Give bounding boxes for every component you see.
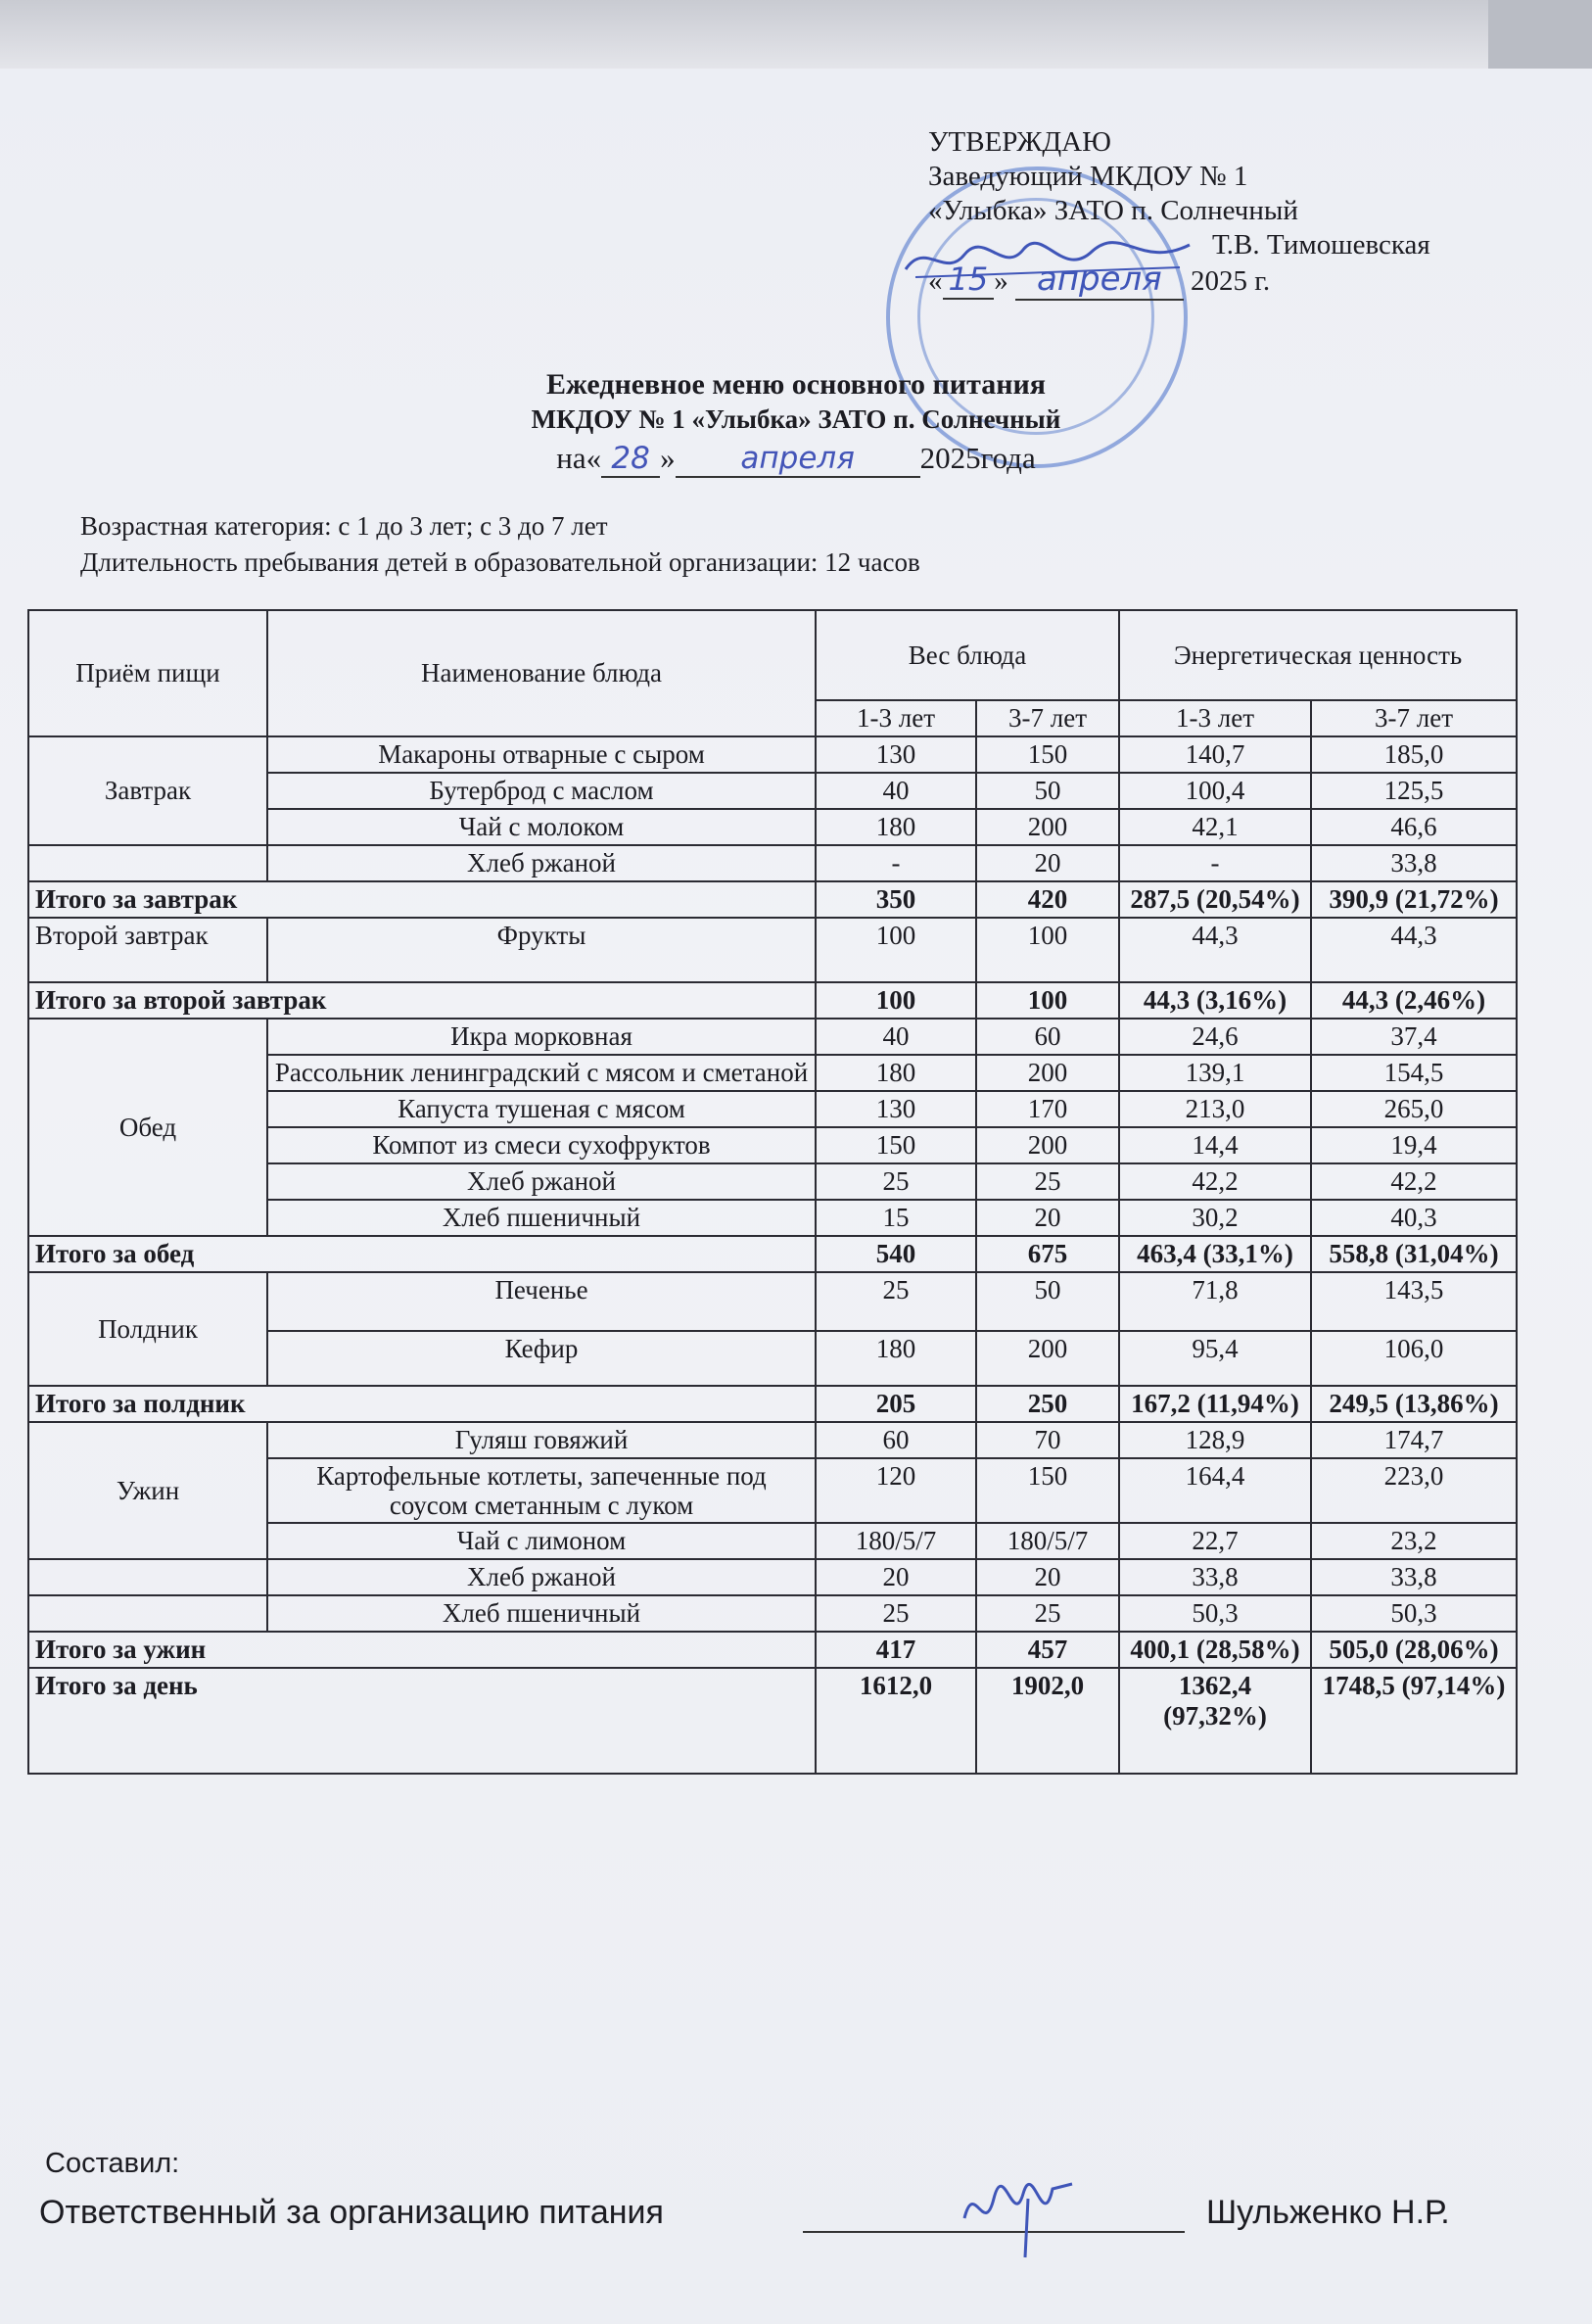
energy-3-7: 40,3: [1311, 1200, 1517, 1236]
dish-name: Хлеб ржаной: [267, 1559, 816, 1595]
total-weight-3-7: 457: [976, 1632, 1119, 1668]
total-weight-1-3: 417: [816, 1632, 976, 1668]
dish-name: Хлеб пшеничный: [267, 1595, 816, 1632]
energy-1-3: 164,4: [1119, 1458, 1311, 1523]
meal-dinner: Ужин: [28, 1422, 267, 1559]
dish-name: Капуста тушеная с мясом: [267, 1091, 816, 1127]
total-weight-3-7: 1902,0: [976, 1668, 1119, 1774]
menu-table: [27, 609, 1518, 1775]
responsible-name: Шульженко Н.Р.: [1206, 2194, 1450, 2231]
energy-1-3: 139,1: [1119, 1055, 1311, 1091]
energy-1-3: 24,6: [1119, 1019, 1311, 1055]
total-row-dinner: [28, 1632, 1517, 1668]
energy-3-7: 33,8: [1311, 845, 1517, 881]
menu-date: на« 28 » апреля 2025года: [556, 441, 1036, 476]
weight-3-7: 100: [976, 918, 1119, 982]
weight-1-3: 25: [816, 1272, 976, 1331]
organization-name: МКДОУ № 1 «Улыбка» ЗАТО п. Солнечный: [531, 404, 1061, 434]
weight-3-7: 50: [976, 773, 1119, 809]
weight-1-3: 180/5/7: [816, 1523, 976, 1559]
energy-1-3: 42,1: [1119, 809, 1311, 845]
document-title: Ежедневное меню основного питания: [545, 368, 1046, 401]
energy-1-3: -: [1119, 845, 1311, 881]
weight-3-7: 20: [976, 845, 1119, 881]
energy-1-3: 140,7: [1119, 736, 1311, 773]
weight-3-7: 150: [976, 1458, 1119, 1523]
energy-1-3: 95,4: [1119, 1331, 1311, 1386]
energy-3-7: 174,7: [1311, 1422, 1517, 1458]
weight-3-7: 200: [976, 809, 1119, 845]
dish-name: Хлеб ржаной: [267, 1163, 816, 1200]
approval-organization: «Улыбка» ЗАТО п. Солнечный: [928, 195, 1298, 226]
total-weight-3-7: 675: [976, 1236, 1119, 1272]
total-energy-3-7: 558,8 (31,04%): [1311, 1236, 1517, 1272]
energy-1-3: 30,2: [1119, 1200, 1311, 1236]
total-energy-1-3: 1362,4 (97,32%): [1119, 1668, 1311, 1774]
dish-name: Рассольник ленинградский с мясом и сметаной: [267, 1055, 816, 1091]
total-energy-3-7: 505,0 (28,06%): [1311, 1632, 1517, 1668]
header-energy: Энергетическая ценность: [1119, 610, 1517, 700]
weight-1-3: 130: [816, 1091, 976, 1127]
total-energy-3-7: 390,9 (21,72%): [1311, 881, 1517, 918]
stay-duration: Длительность пребывания детей в образовательной организации: 12 часов: [80, 547, 920, 577]
dish-name: Бутерброд с маслом: [267, 773, 816, 809]
energy-3-7: 143,5: [1311, 1272, 1517, 1331]
total-label: Итого за второй завтрак: [28, 982, 816, 1019]
total-row-snack: [28, 1386, 1517, 1422]
dish-name: Компот из смеси сухофруктов: [267, 1127, 816, 1163]
total-row-second-breakfast: [28, 982, 1517, 1019]
energy-3-7: 265,0: [1311, 1091, 1517, 1127]
energy-3-7: 37,4: [1311, 1019, 1517, 1055]
header-weight-3-7: 3-7 лет: [976, 700, 1119, 736]
energy-1-3: 42,2: [1119, 1163, 1311, 1200]
table-row: [28, 845, 1517, 881]
weight-3-7: 200: [976, 1127, 1119, 1163]
total-weight-1-3: 205: [816, 1386, 976, 1422]
total-label: Итого за полдник: [28, 1386, 816, 1422]
weight-3-7: 200: [976, 1331, 1119, 1386]
approval-signer: Т.В. Тимошевская: [1212, 229, 1430, 261]
total-weight-1-3: 1612,0: [816, 1668, 976, 1774]
header-meal: Приём пищи: [28, 610, 267, 736]
energy-1-3: 71,8: [1119, 1272, 1311, 1331]
weight-3-7: 25: [976, 1163, 1119, 1200]
dish-name: Гуляш говяжий: [267, 1422, 816, 1458]
header-weight: Вес блюда: [816, 610, 1119, 700]
energy-1-3: 128,9: [1119, 1422, 1311, 1458]
total-label: Итого за ужин: [28, 1632, 816, 1668]
approval-heading: УТВЕРЖДАЮ: [928, 126, 1111, 158]
age-category: Возрастная категория: с 1 до 3 лет; с 3 до 7 лет: [80, 511, 608, 541]
meal-breakfast: Завтрак: [28, 736, 267, 845]
energy-3-7: 23,2: [1311, 1523, 1517, 1559]
energy-1-3: 44,3: [1119, 918, 1311, 982]
meal-empty: [28, 845, 267, 881]
energy-1-3: 14,4: [1119, 1127, 1311, 1163]
total-energy-1-3: 463,4 (33,1%): [1119, 1236, 1311, 1272]
responsible-label: Ответственный за организацию питания: [39, 2194, 664, 2231]
total-energy-1-3: 287,5 (20,54%): [1119, 881, 1311, 918]
energy-3-7: 44,3: [1311, 918, 1517, 982]
energy-3-7: 33,8: [1311, 1559, 1517, 1595]
total-label: Итого за обед: [28, 1236, 816, 1272]
energy-1-3: 22,7: [1119, 1523, 1311, 1559]
approval-date: « 15 » апреля 2025 г.: [928, 260, 1271, 299]
energy-1-3: 213,0: [1119, 1091, 1311, 1127]
total-weight-1-3: 100: [816, 982, 976, 1019]
weight-1-3: 120: [816, 1458, 976, 1523]
weight-3-7: 60: [976, 1019, 1119, 1055]
meal-snack: Полдник: [28, 1272, 267, 1386]
weight-1-3: 15: [816, 1200, 976, 1236]
header-energy-3-7: 3-7 лет: [1311, 700, 1517, 736]
dish-name: Чай с лимоном: [267, 1523, 816, 1559]
weight-1-3: 20: [816, 1559, 976, 1595]
total-row-day: [28, 1668, 1517, 1774]
energy-1-3: 50,3: [1119, 1595, 1311, 1632]
energy-1-3: 33,8: [1119, 1559, 1311, 1595]
energy-3-7: 19,4: [1311, 1127, 1517, 1163]
dish-name: Кефир: [267, 1331, 816, 1386]
energy-3-7: 46,6: [1311, 809, 1517, 845]
approval-date-year: 2025 г.: [1190, 265, 1271, 297]
energy-3-7: 154,5: [1311, 1055, 1517, 1091]
weight-1-3: 40: [816, 1019, 976, 1055]
total-energy-3-7: 44,3 (2,46%): [1311, 982, 1517, 1019]
weight-1-3: 100: [816, 918, 976, 982]
total-weight-1-3: 350: [816, 881, 976, 918]
dish-name: Фрукты: [267, 918, 816, 982]
total-energy-1-3: 167,2 (11,94%): [1119, 1386, 1311, 1422]
meal-lunch: Обед: [28, 1019, 267, 1236]
weight-1-3: 180: [816, 1055, 976, 1091]
weight-3-7: 170: [976, 1091, 1119, 1127]
weight-3-7: 150: [976, 736, 1119, 773]
dish-name: Икра морковная: [267, 1019, 816, 1055]
dish-name: Хлеб пшеничный: [267, 1200, 816, 1236]
energy-3-7: 223,0: [1311, 1458, 1517, 1523]
total-energy-3-7: 1748,5 (97,14%): [1311, 1668, 1517, 1774]
menu-date-day: 28: [601, 441, 660, 478]
approval-position: Заведующий МКДОУ № 1: [928, 161, 1248, 192]
total-label: Итого за завтрак: [28, 881, 816, 918]
total-energy-3-7: 249,5 (13,86%): [1311, 1386, 1517, 1422]
energy-3-7: 106,0: [1311, 1331, 1517, 1386]
weight-1-3: 150: [816, 1127, 976, 1163]
director-signature: [896, 230, 1209, 289]
weight-3-7: 200: [976, 1055, 1119, 1091]
total-weight-3-7: 420: [976, 881, 1119, 918]
weight-1-3: 40: [816, 773, 976, 809]
weight-3-7: 180/5/7: [976, 1523, 1119, 1559]
energy-3-7: 125,5: [1311, 773, 1517, 809]
header-weight-1-3: 1-3 лет: [816, 700, 976, 736]
weight-1-3: 25: [816, 1163, 976, 1200]
table-row: [28, 1272, 1517, 1331]
total-energy-1-3: 400,1 (28,58%): [1119, 1632, 1311, 1668]
weight-3-7: 25: [976, 1595, 1119, 1632]
menu-date-month: апреля: [676, 441, 920, 478]
total-weight-3-7: 250: [976, 1386, 1119, 1422]
meal-second-breakfast: Второй завтрак: [28, 918, 267, 982]
weight-3-7: 20: [976, 1559, 1119, 1595]
dish-name: Макароны отварные с сыром: [267, 736, 816, 773]
dish-name: Чай с молоком: [267, 809, 816, 845]
total-label: Итого за день: [28, 1668, 816, 1774]
table-row: [28, 736, 1517, 773]
table-row: [28, 1019, 1517, 1055]
weight-1-3: 25: [816, 1595, 976, 1632]
weight-1-3: 130: [816, 736, 976, 773]
table-row: [28, 1595, 1517, 1632]
weight-1-3: -: [816, 845, 976, 881]
total-energy-1-3: 44,3 (3,16%): [1119, 982, 1311, 1019]
weight-1-3: 180: [816, 1331, 976, 1386]
total-weight-1-3: 540: [816, 1236, 976, 1272]
table-row: [28, 1422, 1517, 1458]
dish-name: Хлеб ржаной: [267, 845, 816, 881]
dish-name: Печенье: [267, 1272, 816, 1331]
header-dish: Наименование блюда: [267, 610, 816, 736]
header-energy-1-3: 1-3 лет: [1119, 700, 1311, 736]
energy-3-7: 50,3: [1311, 1595, 1517, 1632]
weight-3-7: 20: [976, 1200, 1119, 1236]
dish-name: Картофельные котлеты, запеченные под соусом сметанным с луком: [267, 1458, 816, 1523]
approval-date-day: 15: [943, 261, 995, 300]
approval-date-month: апреля: [1015, 260, 1184, 301]
energy-1-3: 100,4: [1119, 773, 1311, 809]
responsible-signature: [955, 2159, 1092, 2267]
total-row-breakfast: [28, 881, 1517, 918]
background-surface: [0, 0, 1592, 69]
meal-empty: [28, 1595, 267, 1632]
table-row: [28, 1559, 1517, 1595]
total-row-lunch: [28, 1236, 1517, 1272]
compiled-by-label: Составил:: [45, 2148, 180, 2179]
energy-3-7: 185,0: [1311, 736, 1517, 773]
energy-3-7: 42,2: [1311, 1163, 1517, 1200]
weight-1-3: 60: [816, 1422, 976, 1458]
table-row: [28, 918, 1517, 982]
weight-3-7: 50: [976, 1272, 1119, 1331]
weight-1-3: 180: [816, 809, 976, 845]
total-weight-3-7: 100: [976, 982, 1119, 1019]
weight-3-7: 70: [976, 1422, 1119, 1458]
meal-empty: [28, 1559, 267, 1595]
